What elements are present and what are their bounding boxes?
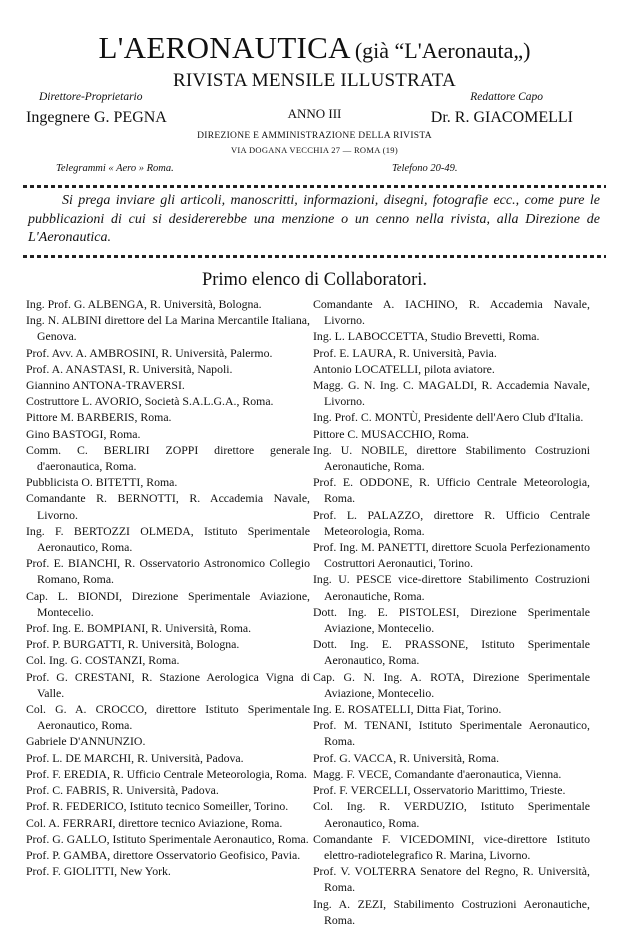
list-item: Prof. F. GIOLITTI, New York. (26, 864, 171, 879)
submission-notice: Si prega inviare gli articoli, manoscritti, informazioni, disegni, fotografie ecc., come pure le pubblicazioni di cui si desidererebbe una menzione o un cenno nella rivista, alla Direzione de L'Aeronautica. (28, 193, 600, 245)
list-item: Comandante A. IACHINO, R. Accademia Navale, Livorno. (313, 297, 590, 328)
list-item-text: Ing. N. ALBINI direttore del La Marina Mercantile Italiana, Genova. (26, 313, 310, 344)
list-item: Prof. A. ANASTASI, R. Università, Napoli. (26, 361, 233, 376)
list-item: Prof. E. LAURA, R. Università, Pavia. (313, 345, 497, 360)
list-item: Prof. Ing. E. BOMPIANI, R. Università, Roma. (26, 621, 252, 636)
list-item: Magg. F. VECE, Comandante d'aeronautica, Vienna. (313, 766, 562, 781)
list-item: Ing. U. NOBILE, direttore Stabilimento Costruzioni Aeronautiche, Roma. (313, 442, 590, 474)
list-item: Pittore C. MUSACCHIO, Roma. (313, 426, 469, 441)
list-item: Prof. G. GALLO, Istituto Sperimentale Aeronautico, Roma. (26, 831, 309, 846)
collaborators-heading: Primo elenco di Collaboratori. (201, 270, 428, 290)
list-item: Prof. Ing. M. PANETTI, direttore Scuola Perfezionamento Costruttori Aeronautici, Torino. (313, 540, 590, 571)
journal-title: L'AERONAUTICA (98, 30, 351, 65)
list-item: Ing. A. ZEZI, Stabilimento Costruzioni Aeronautiche, Roma. (313, 896, 590, 927)
list-item: Prof. F. VERCELLI, Osservatorio Marittimo, Trieste. (313, 783, 566, 798)
volume-year: ANNO III (287, 106, 342, 121)
divider-top (23, 185, 606, 188)
list-item: Magg. G. N. Ing. C. MAGALDI, R. Accademia Navale, Livorno. (313, 378, 590, 409)
list-item: Prof. Avv. A. AMBROSINI, R. Università, Palermo. (26, 345, 273, 360)
list-item: Pittore M. BARBERIS, Roma. (26, 410, 172, 425)
list-item: Col. Ing. G. COSTANZI, Roma. (26, 653, 180, 668)
telegram-address: Telegrammi « Aero » Roma. (56, 163, 174, 174)
list-item: Col. A. FERRARI, direttore tecnico Aviazione, Roma. (26, 815, 283, 830)
editor-name: Dr. R. GIACOMELLI (430, 109, 573, 126)
list-item: Prof. C. FABRIS, R. Università, Padova. (26, 783, 219, 798)
list-item: Prof. M. TENANI, Istituto Sperimentale Aeronautico, Roma. (313, 718, 590, 749)
list-item: Prof. G. CRESTANI, R. Stazione Aerologica Vigna di Valle. (26, 669, 310, 700)
telephone-number: Telefono 20-49. (392, 163, 458, 174)
administration-heading: DIREZIONE E AMMINISTRAZIONE DELLA RIVISTA (197, 131, 432, 141)
list-item: Ing. Prof. G. ALBENGA, R. Università, Bologna. (26, 297, 262, 311)
list-item: Pubblicista O. BITETTI, Roma. (26, 475, 178, 490)
list-item: Prof. G. VACCA, R. Università, Roma. (313, 750, 500, 765)
journal-subtitle: RIVISTA MENSILE ILLUSTRATA (173, 70, 456, 91)
list-item: Costruttore L. AVORIO, Società S.A.L.G.A., Roma. (26, 394, 274, 409)
list-item (26, 312, 310, 344)
list-item: Prof. P. GAMBA, direttore Osservatorio Geofisico, Pavia. (26, 847, 301, 862)
list-item: Gino BASTOGI, Roma. (26, 426, 141, 441)
list-item: Dott. Ing. E. PRASSONE, Istituto Sperimentale Aeronautico, Roma. (313, 637, 590, 668)
list-item: Comm. C. BERLIRI ZOPPI direttore generale d'aeronautica, Roma. (26, 442, 310, 474)
collaborators-column-left (26, 296, 310, 879)
list-item: Antonio LOCATELLI, pilota aviatore. (313, 361, 495, 376)
list-item: Cap. G. N. Ing. A. ROTA, Direzione Sperimentale Aviazione, Montecelio. (313, 669, 590, 700)
list-item: Prof. E. BIANCHI, R. Osservatorio Astronomico Collegio Romano, Roma. (26, 556, 310, 587)
list-item: Ing. Prof. C. MONTÙ, Presidente dell'Aero Club d'Italia. (313, 410, 584, 425)
list-item: Comandante R. BERNOTTI, R. Accademia Navale, Livorno. (26, 491, 310, 522)
list-item: Col. Ing. R. VERDUZIO, Istituto Sperimentale Aeronautico, Roma. (313, 799, 590, 830)
list-item: Comandante F. VICEDOMINI, vice-direttore Istituto elettro-radiotelegrafico R. Marina, Livorno. (313, 831, 590, 862)
list-item: Col. G. A. CROCCO, direttore Istituto Sperimentale Aeronautico, Roma. (26, 702, 310, 733)
list-item: Ing. L. LABOCCETTA, Studio Brevetti, Roma. (313, 329, 540, 344)
divider-bottom (23, 255, 606, 258)
collaborators-column-right (313, 296, 590, 928)
director-name: Ingegnere G. PEGNA (26, 109, 167, 126)
list-item: Prof. E. ODDONE, R. Ufficio Centrale Meteorologia, Roma. (313, 475, 590, 506)
list-item: Ing. U. PESCE vice-direttore Stabilimento Costruzioni Aeronautiche, Roma. (313, 572, 590, 603)
editor-label: Redattore Capo (470, 91, 543, 103)
list-item: Prof. P. BURGATTI, R. Università, Bologna. (26, 637, 240, 652)
list-item: Dott. Ing. E. PISTOLESI, Direzione Sperimentale Aviazione, Montecelio. (313, 604, 590, 636)
masthead (0, 30, 629, 66)
journal-former-title: (già “L'Aeronauta„) (354, 38, 531, 63)
director-label: Direttore-Proprietario (39, 91, 143, 103)
list-item: Prof. L. PALAZZO, direttore R. Ufficio Centrale Meteorologia, Roma. (313, 507, 590, 538)
list-item: Giannino ANTONA-TRAVERSI. (26, 378, 185, 393)
list-item: Ing. E. ROSATELLI, Ditta Fiat, Torino. (313, 702, 502, 717)
list-item: Prof. V. VOLTERRA Senatore del Regno, R. Università, Roma. (313, 864, 590, 895)
list-item: Gabriele D'ANNUNZIO. (26, 734, 146, 749)
address: VIA DOGANA VECCHIA 27 — ROMA (19) (230, 145, 398, 155)
list-item: Prof. R. FEDERICO, Istituto tecnico Someiller, Torino. (26, 799, 289, 814)
list-item: Prof. F. EREDIA, R. Ufficio Centrale Meteorologia, Roma. (26, 766, 307, 781)
list-item: Cap. L. BIONDI, Direzione Sperimentale Aviazione, Montecelio. (26, 588, 310, 619)
list-item: Ing. F. BERTOZZI OLMEDA, Istituto Sperimentale Aeronautico, Roma. (26, 523, 310, 555)
list-item: Prof. L. DE MARCHI, R. Università, Padova. (26, 750, 244, 765)
